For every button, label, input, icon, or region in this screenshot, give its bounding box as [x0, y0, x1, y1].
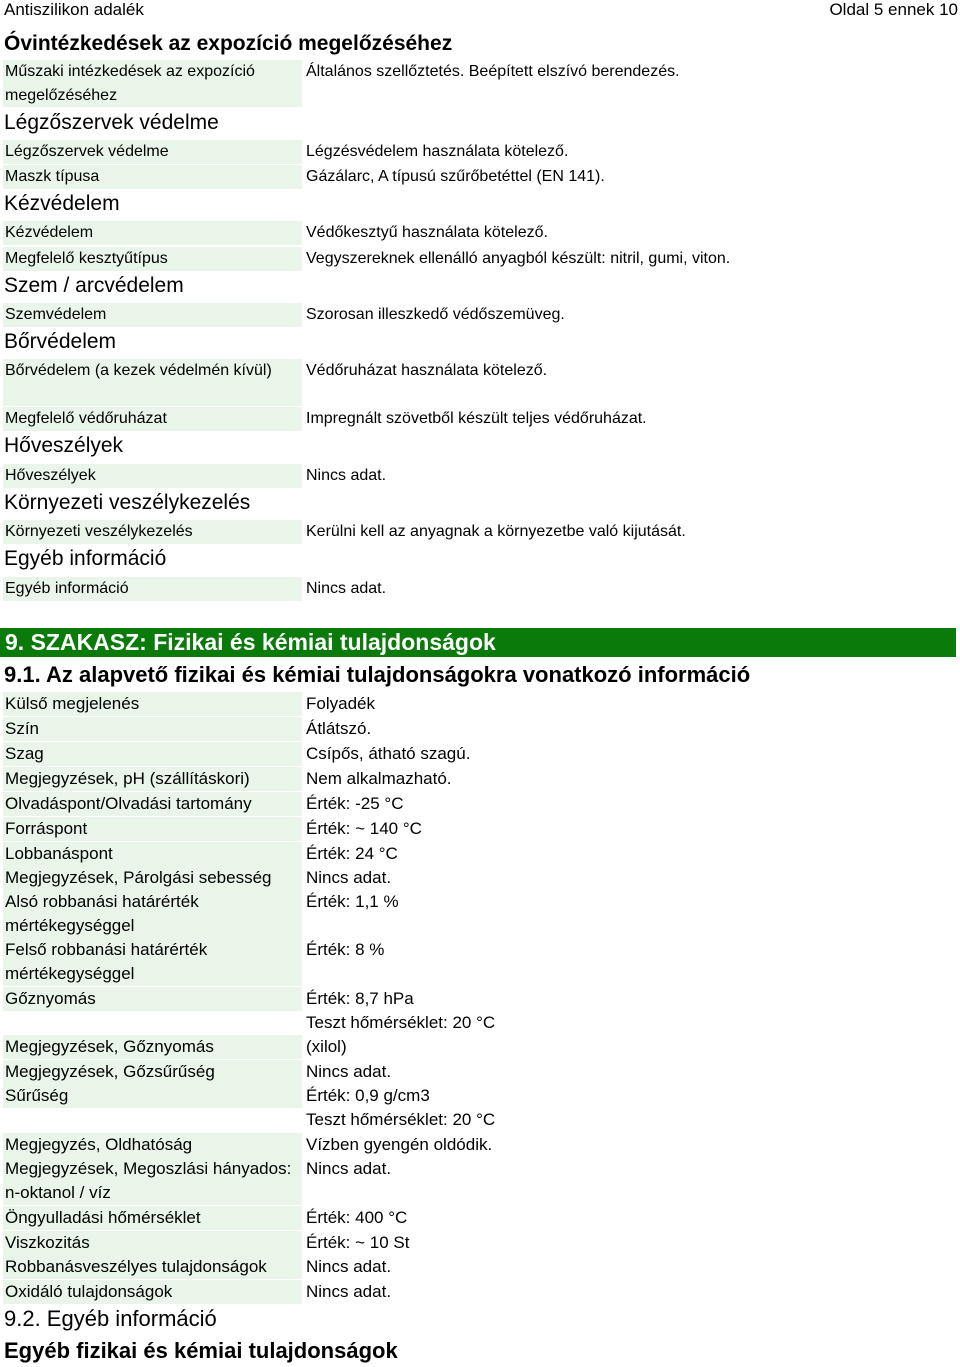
subsection-title-heat: Hőveszélyek: [4, 434, 124, 457]
property-value: Érték: 0,9 g/cm3: [306, 1086, 430, 1105]
property-value: (xilol): [306, 1037, 347, 1056]
property-label: Megjegyzések, Gőzsűrűség: [3, 1060, 302, 1084]
subsection-9-2-label: 9.2. Egyéb információ: [4, 1306, 217, 1331]
property-value: Nincs adat.: [306, 1062, 392, 1081]
row-label-tech: Műszaki intézkedések az expozíció megelőzéséhez: [3, 60, 302, 107]
row-label-cloth: Megfelelő védőruházat: [3, 407, 302, 431]
row-label-other: Egyéb információ: [3, 577, 302, 601]
property-label: Megjegyzések, Gőznyomás: [3, 1035, 302, 1059]
row-label-mask: Maszk típusa: [3, 165, 302, 189]
property-label: Megjegyzések, Megoszlási hányados: n-oktanol / víz: [3, 1157, 302, 1205]
other-properties-title: Egyéb fizikai és kémiai tulajdonságok: [4, 1338, 398, 1363]
row-value-mask: Gázálarc, A típusú szűrőbetéttel (EN 141).: [306, 168, 605, 185]
property-label: Szag: [3, 742, 302, 766]
page-number: Oldal 5 ennek 10: [829, 0, 958, 19]
property-label: Lobbanáspont: [3, 842, 302, 866]
property-value: Érték: ~ 140 °C: [306, 819, 422, 838]
row-value-other: Nincs adat.: [306, 580, 387, 597]
subsection-title-env: Környezeti veszélykezelés: [4, 491, 251, 514]
property-value: Átlátszó.: [306, 719, 372, 738]
property-value: Érték: ~ 10 St: [306, 1233, 410, 1252]
subsection-title-other: Egyéb információ: [4, 547, 167, 570]
property-value: Érték: 24 °C: [306, 844, 398, 863]
row-label-resp: Légzőszervek védelme: [3, 140, 302, 164]
property-value: Vízben gyengén oldódik.: [306, 1135, 493, 1154]
row-value-cloth: Impregnált szövetből készült teljes védőruházat.: [306, 410, 647, 427]
row-value-skin: Védőruházat használata kötelező.: [306, 362, 548, 379]
subsection-title-skin: Bőrvédelem: [4, 330, 117, 353]
row-label-eye: Szemvédelem: [3, 303, 302, 327]
row-value-hand: Védőkesztyű használata kötelező.: [306, 224, 548, 241]
row-value-glove: Vegyszereknek ellenálló anyagból készült: nitril, gumi, viton.: [306, 250, 731, 267]
property-label: Forráspont: [3, 817, 302, 841]
property-label: Robbanásveszélyes tulajdonságok: [3, 1255, 302, 1279]
property-label: Alsó robbanási határérték mértékegységgel: [3, 890, 302, 938]
property-label: Megjegyzések, pH (szállításkori): [3, 767, 302, 791]
property-label: Viszkozitás: [3, 1231, 302, 1255]
row-label-heat: Hőveszélyek: [3, 464, 302, 488]
property-value: Nincs adat.: [306, 1257, 392, 1276]
property-value: Érték: 8 %: [306, 940, 385, 959]
subsection-title-hand: Kézvédelem: [4, 192, 120, 215]
property-label: Öngyulladási hőmérséklet: [3, 1206, 302, 1230]
row-value-eye: Szorosan illeszkedő védőszemüveg.: [306, 306, 565, 323]
property-label: Megjegyzések, Párolgási sebesség: [3, 866, 302, 890]
subsection-9-2-title: [4, 1306, 217, 1332]
section-title: Óvintézkedések az expozíció megelőzéséhez: [4, 32, 453, 55]
row-label-glove: Megfelelő kesztyűtípus: [3, 247, 302, 271]
row-label-skin: Bőrvédelem (a kezek védelmén kívül): [3, 359, 302, 406]
property-value: Érték: 400 °C: [306, 1208, 408, 1227]
row-label-env: Környezeti veszélykezelés: [3, 520, 302, 544]
property-value: Folyadék: [306, 694, 375, 713]
property-label: Felső robbanási határérték mértékegységgel: [3, 938, 302, 986]
property-label: Szín: [3, 717, 302, 741]
property-value: Érték: -25 °C: [306, 794, 404, 813]
property-label: Gőznyomás: [3, 987, 302, 1011]
property-label: Oxidáló tulajdonságok: [3, 1280, 302, 1304]
product-name: Antiszilikon adalék: [4, 0, 144, 19]
property-value: Csípős, átható szagú.: [306, 744, 471, 763]
property-value: Nincs adat.: [306, 1282, 392, 1301]
row-value-resp: Légzésvédelem használata kötelező.: [306, 143, 569, 160]
section-9-bar: 9. SZAKASZ: Fizikai és kémiai tulajdonságok: [0, 628, 956, 657]
property-value-test-temp: Teszt hőmérséklet: 20 °C: [306, 1110, 496, 1129]
property-value: Nincs adat.: [306, 868, 392, 887]
property-value: Érték: 8,7 hPa: [306, 989, 414, 1008]
subsection-title-resp: Légzőszervek védelme: [4, 111, 219, 134]
row-value-heat: Nincs adat.: [306, 467, 387, 484]
subsection-9-1-title: 9.1. Az alapvető fizikai és kémiai tulajdonságokra vonatkozó információ: [4, 662, 751, 687]
property-value: Nincs adat.: [306, 1159, 392, 1178]
property-label: Sűrűség: [3, 1084, 302, 1108]
subsection-title-eye: Szem / arcvédelem: [4, 274, 184, 297]
row-value-env: Kerülni kell az anyagnak a környezetbe való kijutását.: [306, 523, 686, 540]
property-value: Nem alkalmazható.: [306, 769, 452, 788]
property-value: Érték: 1,1 %: [306, 892, 399, 911]
property-label: Külső megjelenés: [3, 692, 302, 716]
property-value-test-temp: Teszt hőmérséklet: 20 °C: [306, 1013, 496, 1032]
row-label-hand: Kézvédelem: [3, 221, 302, 245]
property-label: Olvadáspont/Olvadási tartomány: [3, 792, 302, 816]
row-value-tech: Általános szellőztetés. Beépített elszívó berendezés.: [306, 63, 680, 80]
property-label: Megjegyzés, Oldhatóság: [3, 1133, 302, 1157]
